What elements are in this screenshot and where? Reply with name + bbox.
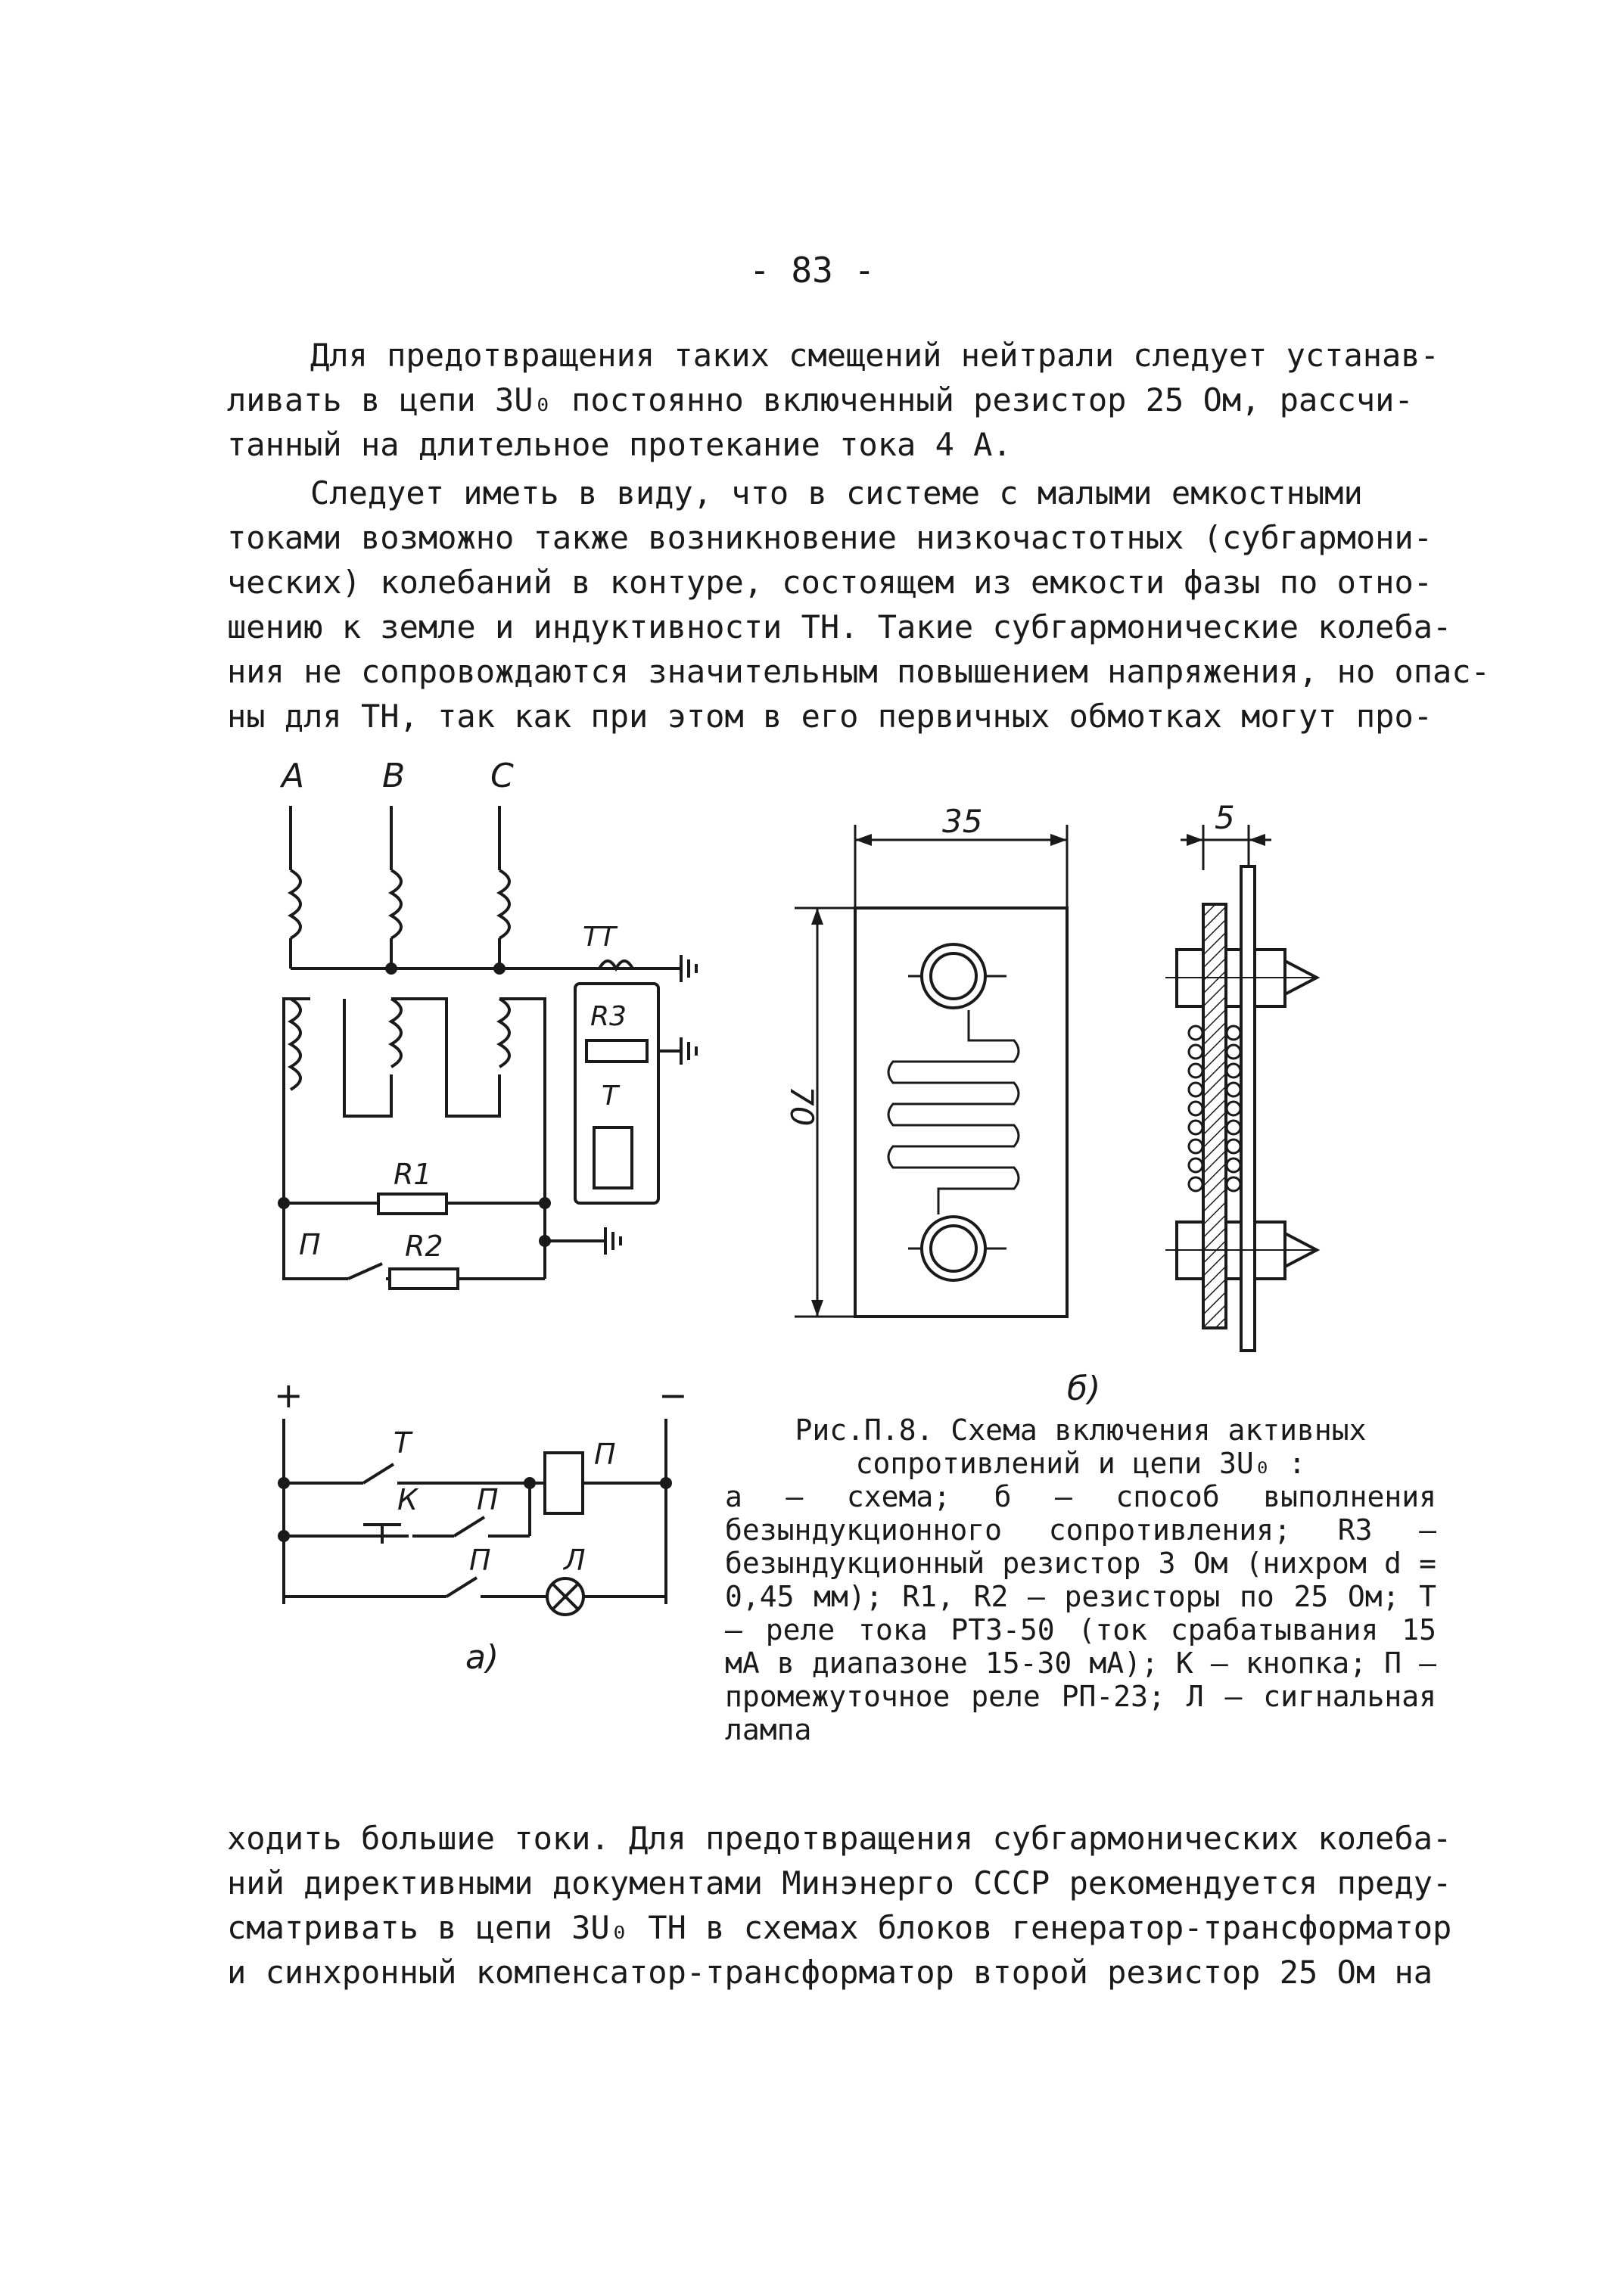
phase-c-label: C xyxy=(490,757,514,795)
p-relay-coil xyxy=(545,1453,583,1513)
switch-p xyxy=(348,1264,382,1279)
page-number: - 83 - xyxy=(749,250,876,291)
text-line: ливать в цепи 3U₀ постоянно включенный резистор 25 Ом, рассчи- xyxy=(227,381,1414,418)
text-line: ходить большие токи. Для предотвращения субгармонических колеба- xyxy=(227,1820,1452,1857)
r2-resistor xyxy=(390,1269,458,1289)
k-button xyxy=(356,1525,409,1544)
text-line: Следует иметь в виду, что в системе с малыми емкостными xyxy=(310,474,1363,512)
lamp-label: Л xyxy=(564,1544,586,1577)
primary-winding-a xyxy=(291,806,300,969)
dim-height: 70 xyxy=(783,1086,820,1127)
plus-label: + xyxy=(274,1375,303,1416)
dim-thickness: 5 xyxy=(1215,799,1235,836)
phase-b-label: B xyxy=(382,757,406,795)
subfig-a-label: а) xyxy=(465,1638,499,1677)
figure-caption xyxy=(725,1413,1436,1746)
minus-label: − xyxy=(658,1375,688,1416)
caption-title-line2: сопротивлений и цепи 3U₀ : xyxy=(855,1447,1306,1480)
t-relay-label: Т xyxy=(602,1081,618,1112)
text-line: ческих) колебаний в контуре, состоящем из емкости фазы по отно- xyxy=(227,564,1433,601)
r1-resistor xyxy=(378,1194,446,1214)
text-line: ния не сопровождаются значительным повышением напряжения, но опас- xyxy=(227,653,1490,690)
subfig-b-label: б) xyxy=(1067,1370,1101,1408)
t-relay-coil xyxy=(594,1127,632,1188)
ground-symbol xyxy=(605,1227,621,1255)
text-line: танный на длительное протекание тока 4 А. xyxy=(227,426,1012,463)
r2-label: R2 xyxy=(405,1230,443,1263)
k-button-label: К xyxy=(397,1483,418,1516)
control-circuit xyxy=(274,1375,688,1677)
p-contact-2-label: П xyxy=(469,1544,491,1577)
text-line: ний директивными документами Минэнерго СССР рекомендуется преду- xyxy=(227,1864,1452,1902)
resistor-drawing xyxy=(783,799,1317,1408)
caption-title-line1: Рис.П.8. Схема включения активных xyxy=(795,1413,1367,1447)
caption-body: а – схема; б – способ выполнения безындукционного сопротивления; R3 – безындукционный резистор 3 Ом (нихром d = 0,45 мм); R1, R2 – резисторы по 25 Ом; Т – реле тока РТ3-50 (ток срабатывания 15 мА в диапазоне 15-30 мА); К – кнопка; П – промежуточное реле РП-23; Л – сигнальная лампа xyxy=(725,1480,1436,1746)
ground-symbol xyxy=(681,1037,696,1065)
vt-scheme xyxy=(279,757,696,1289)
text-line: Для предотвращения таких смещений нейтрали следует устанав- xyxy=(310,337,1439,374)
switch-p-label: П xyxy=(299,1228,321,1261)
primary-winding-b xyxy=(391,806,401,969)
r3-resistor xyxy=(586,1040,647,1062)
resistor-side-view xyxy=(1165,866,1317,1351)
r1-label: R1 xyxy=(394,1158,432,1191)
dim-width: 35 xyxy=(942,803,983,840)
p-contact-1-label: П xyxy=(477,1483,499,1516)
t-contact-label: Т xyxy=(394,1426,412,1460)
ground-symbol xyxy=(681,955,696,982)
tt-label: ТТ xyxy=(583,922,616,953)
text-line: и синхронный компенсатор-трансформатор второй резистор 25 Ом на xyxy=(227,1954,1433,1991)
r3-label: R3 xyxy=(590,1001,627,1032)
paragraph-3 xyxy=(227,1816,1452,1995)
p-relay-label: П xyxy=(594,1438,616,1471)
text-line: токами возможно также возникновение низкочастотных (субгармони- xyxy=(227,519,1433,556)
text-line: шению к земле и индуктивности ТН. Такие субгармонические колеба- xyxy=(227,608,1452,645)
phase-a-label: A xyxy=(282,757,305,795)
primary-winding-c xyxy=(499,806,509,969)
text-line: ны для ТН, так как при этом в его первичных обмотках могут про- xyxy=(227,698,1433,735)
text-line: сматривать в цепи 3U₀ ТН в схемах блоков генератор-трансформатор xyxy=(227,1909,1452,1946)
